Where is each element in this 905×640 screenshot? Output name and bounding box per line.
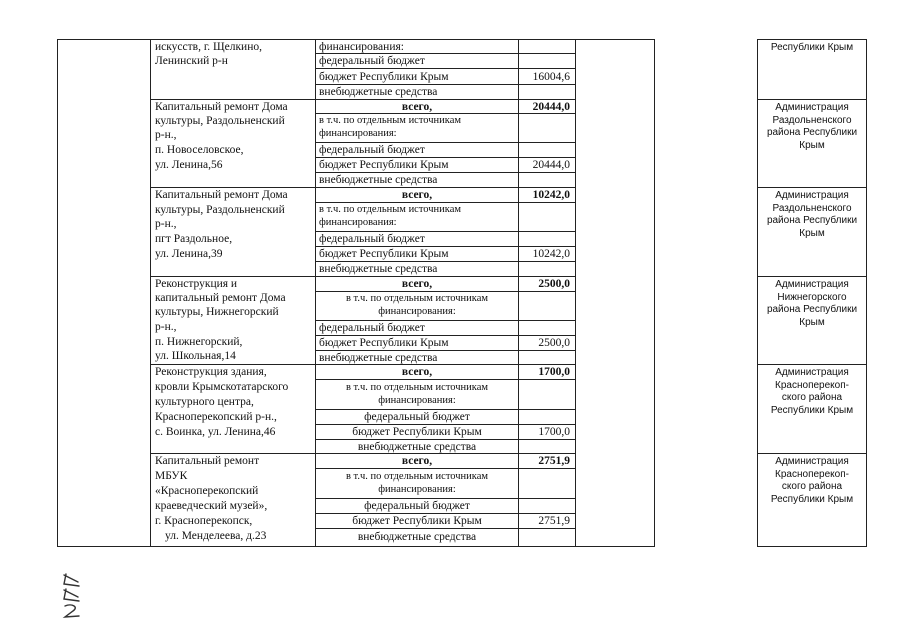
subrow-line <box>315 68 576 69</box>
funding-total-label: всего, <box>401 455 433 467</box>
responsible-org <box>760 102 864 152</box>
project-name-line: Капитальный ремонт <box>155 455 260 467</box>
project-name-line: р-н., <box>155 129 177 141</box>
funding-value: 2751,9 <box>538 515 570 527</box>
project-name-line: ул. Школьная,14 <box>155 350 236 362</box>
project-name-line: пгт Раздольное, <box>155 233 233 245</box>
org-separator <box>757 453 867 454</box>
project-name-line: р-н., <box>155 218 177 230</box>
org-rule-left <box>757 39 758 547</box>
table-rule-col-3 <box>315 39 316 547</box>
funding-label: бюджет Республики Крым <box>319 71 449 83</box>
funding-label: в т.ч. по отдельным источникам финансирования: <box>319 115 462 139</box>
project-name-line: г. Красноперекопск, <box>155 515 253 527</box>
project-name-line: с. Воинка, ул. Ленина,46 <box>155 426 276 438</box>
funding-label: федеральный бюджет <box>319 233 425 245</box>
org-line: Республики Крым <box>770 404 854 416</box>
project-name-line: ул. Ленина,39 <box>155 248 223 260</box>
project-name-line: Ленинский р-н <box>155 55 228 67</box>
responsible-org <box>760 42 864 55</box>
project-name-line: ул. Ленина,56 <box>155 159 223 171</box>
funding-label: бюджет Республики Крым <box>319 248 449 260</box>
org-line: Администрация <box>775 102 849 113</box>
responsible-org <box>760 456 864 506</box>
funding-label: бюджет Республики Крым <box>352 515 482 527</box>
org-separator <box>757 99 867 100</box>
org-line: Красноперекоп- <box>775 468 849 480</box>
funding-label: федеральный бюджет <box>319 322 425 334</box>
org-rule-right <box>866 39 867 547</box>
org-line: Республики Крым <box>770 493 854 505</box>
table-rule-col-2 <box>150 39 151 547</box>
funding-total-value: 20444,0 <box>532 101 570 113</box>
org-line: района Республики <box>766 127 858 138</box>
funding-label: в т.ч. по отдельным источникам финансирования: <box>345 293 489 317</box>
funding-label: федеральный бюджет <box>364 411 470 423</box>
handwritten-page-number <box>60 572 84 625</box>
funding-label: внебюджетные средства <box>319 174 438 186</box>
org-rule-bottom <box>757 546 867 547</box>
org-line: Красноперекоп- <box>775 379 849 391</box>
project-name-line: краеведческий музей», <box>155 500 268 512</box>
responsible-org <box>760 367 864 417</box>
funding-value: 10242,0 <box>532 248 570 260</box>
org-line: Нижнегорского <box>777 291 847 303</box>
funding-total-label: всего, <box>401 189 433 201</box>
funding-label: в т.ч. по отдельным источникам финансирования: <box>345 471 489 495</box>
org-separator <box>757 276 867 277</box>
funding-label: финансирования: <box>319 41 404 53</box>
project-name-line: культурного центра, <box>155 396 254 408</box>
responsible-org <box>760 279 864 329</box>
table-rule-col-4 <box>518 39 519 547</box>
org-line: Администрация <box>775 279 849 290</box>
funding-label: внебюджетные средства <box>357 531 477 543</box>
funding-total-label: всего, <box>401 101 433 113</box>
table-rule-bottom <box>57 546 654 547</box>
project-name-line: р-н., <box>155 321 177 333</box>
project-name-line: Реконструкция здания, <box>155 366 267 378</box>
funding-label: федеральный бюджет <box>319 144 425 156</box>
project-name-line: капитальный ремонт Дома <box>155 292 286 304</box>
org-rule-top <box>757 39 867 40</box>
funding-label: внебюджетные средства <box>319 86 438 98</box>
funding-label: бюджет Республики Крым <box>352 426 482 438</box>
table-rule-col-1 <box>57 39 58 547</box>
project-name-line: п. Новоселовское, <box>155 144 244 156</box>
project-name-line: ул. Менделеева, д.23 <box>165 530 267 542</box>
funding-label: бюджет Республики Крым <box>319 159 449 171</box>
funding-total-value: 2751,9 <box>538 455 570 467</box>
project-name-line: культуры, Нижнегорский <box>155 306 279 318</box>
funding-value: 1700,0 <box>538 426 570 438</box>
funding-label: внебюджетные средства <box>319 352 438 364</box>
project-name-line: п. Нижнегорский, <box>155 336 243 348</box>
funding-label: бюджет Республики Крым <box>319 337 449 349</box>
project-name-line: «Красноперекопский <box>155 485 259 497</box>
funding-value: 16004,6 <box>532 71 570 83</box>
funding-label: федеральный бюджет <box>364 500 470 512</box>
subrow-line <box>315 468 576 469</box>
funding-label: внебюджетные средства <box>319 263 438 275</box>
org-line: Администрация <box>775 190 849 201</box>
org-line: ского района <box>781 392 843 403</box>
project-name-line: кровли Крымскотатарского <box>155 381 289 393</box>
project-name-line: Капитальный ремонт Дома <box>155 101 288 113</box>
org-line: Администрация <box>775 367 849 378</box>
org-line: района Республики <box>766 304 858 315</box>
funding-total-label: всего, <box>401 278 433 290</box>
org-line: Крым <box>799 139 825 151</box>
funding-total-value: 1700,0 <box>538 366 570 378</box>
org-line: Крым <box>799 227 825 239</box>
funding-label: внебюджетные средства <box>357 441 477 453</box>
funding-total-value: 10242,0 <box>532 189 570 201</box>
funding-label: федеральный бюджет <box>319 55 425 67</box>
subrow-line <box>315 379 576 380</box>
funding-label: в т.ч. по отдельным источникам финансирования: <box>319 204 462 228</box>
org-line: Раздольненского <box>772 114 852 126</box>
funding-value: 2500,0 <box>538 337 570 349</box>
org-line: Республики Крым <box>770 42 854 53</box>
responsible-org <box>760 190 864 240</box>
project-name-line: культуры, Раздольненский <box>155 115 285 127</box>
org-separator <box>757 364 867 365</box>
org-line: ского района <box>781 481 843 492</box>
funding-label: в т.ч. по отдельным источникам финансирования: <box>345 382 489 406</box>
funding-value: 20444,0 <box>532 159 570 171</box>
project-name-line: МБУК <box>155 470 188 482</box>
funding-total-label: всего, <box>401 366 433 378</box>
project-name-line: Красноперекопский р-н., <box>155 411 277 423</box>
project-name-line: искусств, г. Щелкино, <box>155 41 262 53</box>
org-line: Администрация <box>775 456 849 467</box>
table-rule-col-6 <box>654 39 655 547</box>
handwritten-page-number-glyph <box>60 572 84 620</box>
subrow-line <box>315 528 576 529</box>
org-line: Раздольненского <box>772 202 852 214</box>
org-line: района Республики <box>766 215 858 226</box>
funding-total-value: 2500,0 <box>538 278 570 290</box>
table-rule-col-5 <box>575 39 576 547</box>
project-name-line: культуры, Раздольненский <box>155 204 285 216</box>
project-name-line: Реконструкция и <box>155 278 238 290</box>
project-name-line: Капитальный ремонт Дома <box>155 189 288 201</box>
org-separator <box>757 187 867 188</box>
org-line: Крым <box>799 316 825 328</box>
